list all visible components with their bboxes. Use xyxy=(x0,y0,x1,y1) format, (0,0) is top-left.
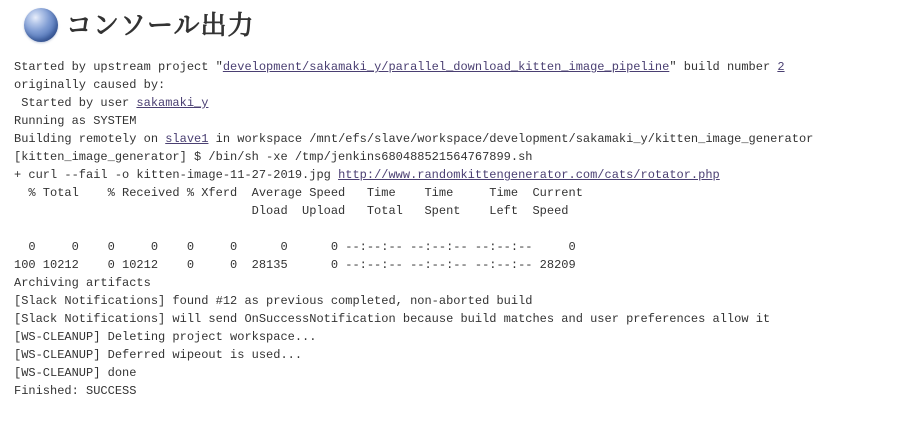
console-text: Running as SYSTEM xyxy=(14,114,137,128)
build-status-blue-ball-icon xyxy=(24,8,58,42)
console-line xyxy=(14,76,813,94)
page-title: コンソール出力 xyxy=(66,10,255,40)
console-line xyxy=(14,220,813,238)
console-line xyxy=(14,238,813,256)
console-text: 100 10212 0 10212 0 0 28135 0 --:--:-- --:--:-- --:--:-- 28209 xyxy=(14,258,576,272)
console-text: [WS-CLEANUP] Deferred wipeout is used... xyxy=(14,348,303,362)
console-line xyxy=(14,310,813,328)
console-line xyxy=(14,382,813,400)
console-line xyxy=(14,328,813,346)
console-text: % Total % Received % Xferd Average Speed Time Time Time Current xyxy=(14,186,583,200)
console-text: Finished: SUCCESS xyxy=(14,384,137,398)
console-text: [kitten_image_generator] $ /bin/sh -xe /tmp/jenkins680488521564767899.sh xyxy=(14,150,533,164)
console-text: originally caused by: xyxy=(14,78,166,92)
console-text: [Slack Notifications] will send OnSuccessNotification because build matches and user preferences allow it xyxy=(14,312,771,326)
console-line xyxy=(14,130,813,148)
console-line xyxy=(14,166,813,184)
console-text: + curl --fail -o kitten-image-11-27-2019.jpg xyxy=(14,168,339,182)
console-link[interactable]: development/sakamaki_y/parallel_download_kitten_image_pipeline xyxy=(222,60,670,74)
console-text: Started by user xyxy=(14,96,137,110)
console-link[interactable]: slave1 xyxy=(165,132,209,146)
console-text: 0 0 0 0 0 0 0 0 --:--:-- --:--:-- --:--:-- 0 xyxy=(14,240,576,254)
console-line xyxy=(14,148,813,166)
console-text: in workspace /mnt/efs/slave/workspace/development/sakamaki_y/kitten_image_generator xyxy=(208,132,814,146)
console-line xyxy=(14,184,813,202)
console-link[interactable]: 2 xyxy=(777,60,785,74)
console-text: [Slack Notifications] found #12 as previous completed, non-aborted build xyxy=(14,294,533,308)
console-line xyxy=(14,256,813,274)
console-link[interactable]: http://www.randomkittengenerator.com/cats/rotator.php xyxy=(338,168,720,182)
console-text: [WS-CLEANUP] done xyxy=(14,366,137,380)
console-line xyxy=(14,112,813,130)
console-output xyxy=(14,58,813,400)
console-line xyxy=(14,94,813,112)
console-line xyxy=(14,58,813,76)
console-line xyxy=(14,292,813,310)
console-text: " build number xyxy=(669,60,778,74)
page-header xyxy=(24,6,254,44)
console-text: Building remotely on xyxy=(14,132,166,146)
console-text: [WS-CLEANUP] Deleting project workspace... xyxy=(14,330,317,344)
console-line xyxy=(14,346,813,364)
console-line xyxy=(14,274,813,292)
console-link[interactable]: sakamaki_y xyxy=(136,96,209,110)
console-line xyxy=(14,202,813,220)
console-text: Started by upstream project " xyxy=(14,60,223,74)
console-line xyxy=(14,364,813,382)
console-text: Archiving artifacts xyxy=(14,276,151,290)
console-text: Dload Upload Total Spent Left Speed xyxy=(14,204,569,218)
